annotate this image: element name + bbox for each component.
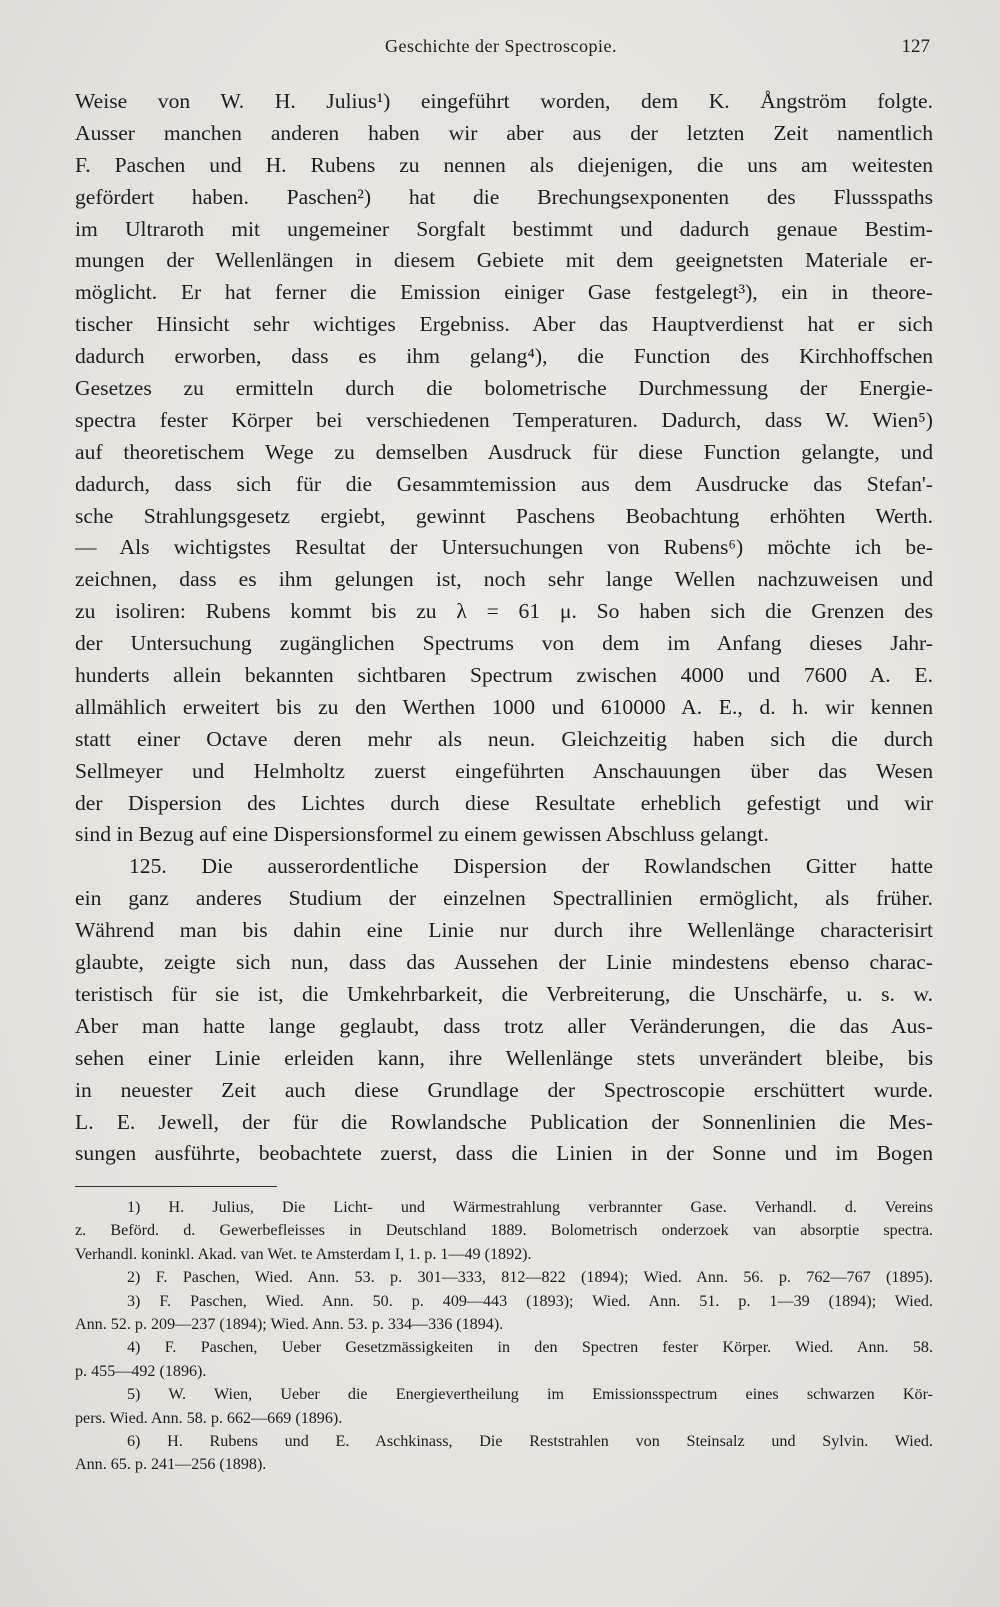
text-line: Ausser manchen anderen haben wir aber aus der letzten Zeit namentlich [75, 120, 933, 145]
text-line: auf theoretischem Wege zu demselben Ausdruck für diese Function gelangte, und [75, 439, 933, 464]
footnote-line: Ann. 52. p. 209—237 (1894); Wied. Ann. 53. p. 334—336 (1894). [75, 1315, 504, 1333]
text-line: Sellmeyer und Helmholtz zuerst eingeführten Anschauungen über das Wesen [75, 758, 933, 783]
footnote-line: 5) W. Wien, Ueber die Energievertheilung im Emissionsspectrum eines schwarzen Kör- [127, 1386, 933, 1404]
footnote-line: p. 455—492 (1896). [75, 1362, 207, 1380]
text-line: allmählich erweitert bis zu den Werthen 1000 und 610000 A. E., d. h. wir kennen [75, 694, 933, 719]
text-line: zeichnen, dass es ihm gelungen ist, noch sehr lange Wellen nachzuweisen und [75, 567, 933, 592]
text-line: Gesetzes zu ermitteln durch die bolometrische Durchmessung der Energie- [75, 376, 933, 401]
text-line: der Untersuchung zugänglichen Spectrums von dem im Anfang dieses Jahr- [75, 631, 933, 656]
running-title: Geschichte der Spectroscopie. [385, 36, 617, 56]
text-line: gefördert haben. Paschen²) hat die Brechungsexponenten des Flussspaths [75, 184, 933, 209]
text-line: zu isoliren: Rubens kommt bis zu λ = 61 μ. So haben sich die Grenzen des [75, 599, 933, 624]
text-line: teristisch für sie ist, die Umkehrbarkeit, die Verbreiterung, die Unschärfe, u. s. w. [75, 981, 933, 1006]
text-line: hunderts allein bekannten sichtbaren Spectrum zwischen 4000 und 7600 A. E. [75, 663, 933, 688]
footnote-line: pers. Wied. Ann. 58. p. 662—669 (1896). [75, 1409, 343, 1427]
text-line: tischer Hinsicht sehr wichtiges Ergebniss. Aber das Hauptverdienst hat er sich [75, 312, 933, 337]
running-header [72, 36, 930, 66]
text-line: Während man bis dahin eine Linie nur durch ihre Wellenlänge characterisirt [75, 918, 933, 943]
text-line: sehen einer Linie erleiden kann, ihre Wellenlänge stets unverändert bleibe, bis [75, 1045, 933, 1070]
footnote-line: 2) F. Paschen, Wied. Ann. 53. p. 301—333, 812—822 (1894); Wied. Ann. 56. p. 762—767 (1895). [127, 1269, 933, 1287]
text-line: sche Strahlungsgesetz ergiebt, gewinnt Paschens Beobachtung erhöhten Werth. [75, 503, 933, 528]
text-line: dadurch, dass sich für die Gesammtemission aus dem Ausdrucke das Stefan'- [75, 471, 933, 496]
footnote-line: 4) F. Paschen, Ueber Gesetzmässigkeiten in den Spectren fester Körper. Wied. Ann. 58. [127, 1339, 933, 1357]
text-line: L. E. Jewell, der für die Rowlandsche Publication der Sonnenlinien die Mes- [75, 1109, 933, 1134]
footnote-line: z. Beförd. d. Gewerbefleisses in Deutschland 1889. Bolometrisch onderzoek van absorptie spectra. [75, 1222, 933, 1240]
text-line: möglicht. Er hat ferner die Emission einiger Gase festgelegt³), ein in theore- [75, 280, 933, 305]
text-line: im Ultraroth mit ungemeiner Sorgfalt bestimmt und dadurch genaue Bestim- [75, 216, 933, 241]
text-line: glaubte, zeigte sich nun, dass das Aussehen der Linie mindestens ebenso charac- [75, 950, 933, 975]
section-start-line: 125. Die ausserordentliche Dispersion der Rowlandschen Gitter hatte [129, 854, 933, 879]
text-line: der Dispersion des Lichtes durch diese Resultate erheblich gefestigt und wir [75, 790, 933, 815]
footnote-line: 6) H. Rubens und E. Aschkinass, Die Reststrahlen von Steinsalz und Sylvin. Wied. [127, 1432, 933, 1450]
footnote-line: Verhandl. koninkl. Akad. van Wet. te Amsterdam I, 1. p. 1—49 (1892). [75, 1245, 532, 1263]
text-line: F. Paschen und H. Rubens zu nennen als diejenigen, die uns am weitesten [75, 152, 933, 177]
footnote-line: Ann. 65. p. 241—256 (1898). [75, 1456, 267, 1474]
text-line: in neuester Zeit auch diese Grundlage der Spectroscopie erschüttert wurde. [75, 1077, 933, 1102]
text-line: sungen ausführte, beobachtete zuerst, dass die Linien in der Sonne und im Bogen [75, 1141, 933, 1166]
text-line: Aber man hatte lange geglaubt, dass trotz aller Veränderungen, die das Aus- [75, 1013, 933, 1038]
footnote-divider [75, 1186, 277, 1187]
footnote-line: 1) H. Julius, Die Licht- und Wärmestrahlung verbrannter Gase. Verhandl. d. Vereins [127, 1199, 933, 1216]
text-line: — Als wichtigstes Resultat der Untersuchungen von Rubens⁶) möchte ich be- [75, 535, 933, 560]
text-line: mungen der Wellenlängen in diesem Gebiete mit dem geeignetsten Materiale er- [75, 248, 933, 273]
footnote-line: 3) F. Paschen, Wied. Ann. 50. p. 409—443 (1893); Wied. Ann. 51. p. 1—39 (1894); Wied. [127, 1292, 933, 1310]
text-line: statt einer Octave deren mehr als neun. Gleichzeitig haben sich die durch [75, 726, 933, 751]
text-line: spectra fester Körper bei verschiedenen Temperaturen. Dadurch, dass W. Wien⁵) [75, 407, 933, 432]
page-number: 127 [901, 36, 930, 57]
text-line: Weise von W. H. Julius¹) eingeführt worden, dem K. Ångström folgte. [75, 89, 933, 113]
text-line: sind in Bezug auf eine Dispersionsformel zu einem gewissen Abschluss gelangt. [75, 822, 769, 847]
text-line: dadurch erworben, dass es ihm gelang⁴), die Function des Kirchhoffschen [75, 344, 933, 369]
footnotes [75, 1196, 933, 1477]
text-line: ein ganz anderes Studium der einzelnen Spectrallinien ermöglicht, als früher. [75, 886, 933, 911]
body-text [75, 86, 933, 1170]
